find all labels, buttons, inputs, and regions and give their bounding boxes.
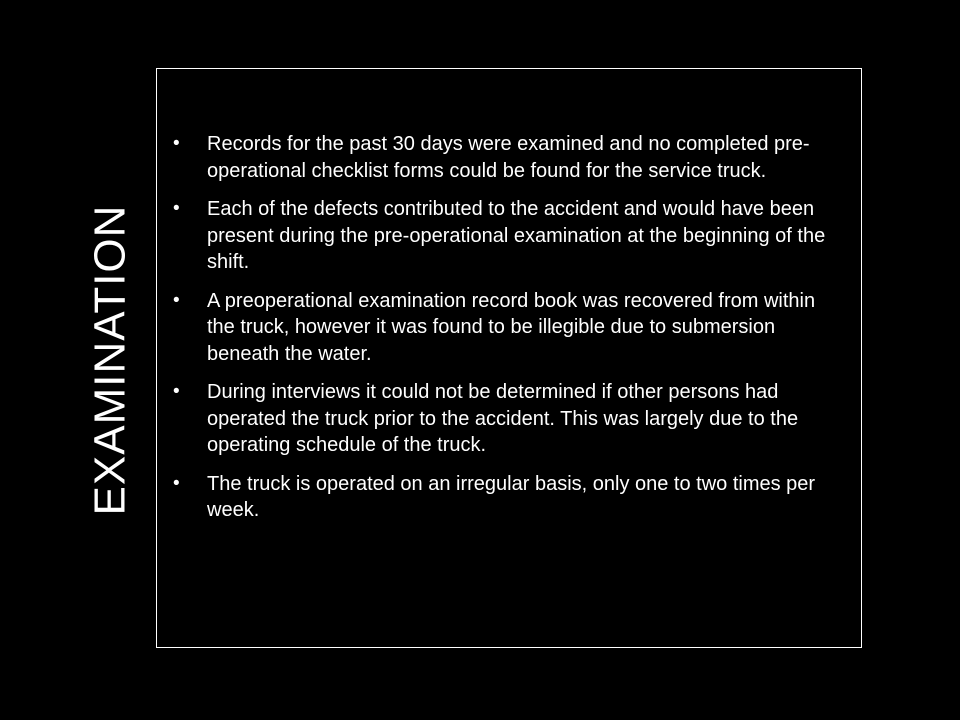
bullet-text: Each of the defects contributed to the accident and would have been present during the pre-operational examination at the beginning of the shift.: [207, 198, 826, 273]
bullet-icon: •: [173, 381, 180, 402]
list-item: [169, 196, 839, 276]
list-item: [169, 379, 839, 459]
bullet-text: Records for the past 30 days were examined and no completed pre-operational checklist forms could be found for the service truck.: [207, 133, 810, 182]
bullet-icon: •: [173, 198, 180, 219]
content-box: [156, 68, 862, 648]
bullet-text: A preoperational examination record book was recovered from within the truck, however it was found to be illegible due to submersion beneath the water.: [207, 289, 816, 365]
bullet-list: [169, 131, 839, 536]
bullet-icon: •: [173, 133, 180, 154]
bullet-icon: •: [173, 472, 180, 494]
slide-title-container: [70, 90, 150, 630]
bullet-text: The truck is operated on an irregular basis, only one to two times per week.: [207, 472, 816, 521]
slide-title: EXAMINATION: [85, 204, 135, 516]
bullet-icon: •: [173, 289, 180, 311]
list-item: [169, 288, 839, 368]
list-item: [169, 131, 839, 184]
list-item: [169, 471, 839, 524]
bullet-text: During interviews it could not be determined if other persons had operated the truck prior to the accident. This was largely due to the operating schedule of the truck.: [207, 381, 799, 456]
